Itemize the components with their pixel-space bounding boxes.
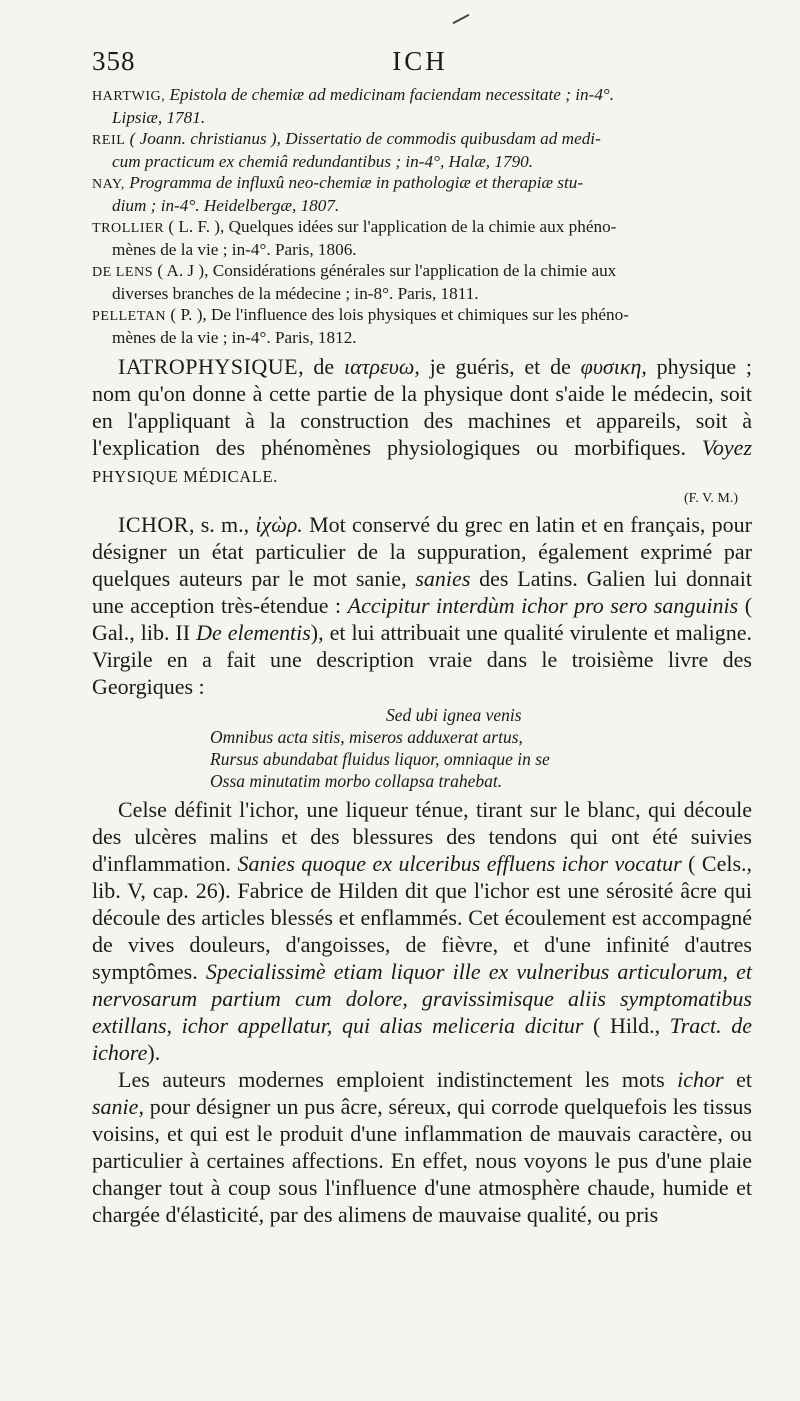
verse-line: Sed ubi ignea venis [386, 705, 522, 725]
entry-text: , pour désigner un pus âcre, séreux, qui corrode quelquefois les tissus voisins, et qui est le produit d'une inflammation de mauvais caractère, ou particulier à certaines affections. En effet, nous voyons le pus d'une plaie changer tout à coup sous l'influence d'une atmosphère chaude, humide et chargée d'élasticité, par des alimens de mauvaise qualité, ou pris [92, 1094, 752, 1227]
greek-word: ιατρευω [343, 354, 415, 379]
verse-line: Omnibus acta sitis, miseros adduxerat artus, [210, 727, 523, 747]
page-body [92, 84, 752, 1228]
entry-ichor [92, 511, 752, 700]
entry-text: ( Cels., lib. V, cap. 26). Fabrice de Hilden dit que l'ichor est une sérosité âcre qui découle des articles blessés et enflammés. Cet écoulement est accompagné de vives douleurs, d'angoisses, de fièvre, et d'une infinité d'autres symptômes. [92, 851, 753, 984]
page-header [92, 46, 748, 86]
bib-text: ( L. F. ), Quelques idées sur l'application de la chimie aux phéno- [168, 217, 617, 236]
latin-quote: Specialissimè etiam liquor ille ex vulneribus articulorum, et nervosarum partium cum dolore, gravissimisque aliis symptomatibus extillans, ichor appellatur, qui alias meliceria dicitur [92, 959, 752, 1038]
page-mark [453, 14, 470, 24]
bib-continuation: dium ; in-4°. Heidelbergæ, 1807. [112, 196, 340, 215]
latin-quote: Sanies quoque ex ulceribus effluens ichor vocatur [237, 851, 682, 876]
entry-headword: IATROPHYSIQUE [118, 354, 299, 379]
verse-line: Rursus abundabat fluidus liquor, omniaque in se [210, 749, 550, 769]
bib-author: REIL [92, 132, 126, 148]
running-head: ICH [392, 46, 448, 76]
bib-continuation: Lipsiæ, 1781. [112, 108, 206, 127]
entry-text: Mot conservé du grec en latin et en français, pour désigner un état particulier de la suppuration, également exprimé par quelques auteurs par le mot sanie, [92, 512, 753, 591]
verse-quotation [210, 704, 752, 792]
entry-text: ), et lui attribuait une qualité virulente et maligne. Virgile en a fait une description vraie dans le troisième livre des Georgiques : [92, 620, 752, 699]
entry-text: , je guéris, et de [414, 354, 571, 379]
entry-text: , s. m., [188, 512, 250, 537]
page-number: 358 [92, 46, 136, 76]
bibliography-list [92, 84, 752, 348]
bib-continuation: mènes de la vie ; in-4°. Paris, 1812. [112, 328, 357, 347]
bib-author: HARTWIG, [92, 88, 166, 104]
bib-author: NAY, [92, 176, 125, 192]
entry-headword: ICHOR [118, 512, 189, 537]
bib-author: PELLETAN [92, 308, 167, 324]
entry-text: ( Hild., [593, 1013, 661, 1038]
bibliography-entry [92, 84, 752, 128]
author-signature: (F. V. M.) [684, 491, 738, 506]
verse-line: Ossa minutatim morbo collapsa trahebat. [210, 771, 503, 791]
latin-word: ichor [677, 1067, 724, 1092]
bibliography-entry [92, 304, 752, 348]
greek-word: φυσικη [580, 354, 642, 379]
entry-iatrophysique [92, 353, 752, 490]
bib-text: ( Joann. christianus ), Dissertatio de commodis quibusdam ad medi- [129, 129, 601, 148]
bibliography-entry [92, 128, 752, 172]
bib-text: ( P. ), De l'influence des lois physiques et chimiques sur les phéno- [170, 305, 629, 324]
entry-text: ( Gal., lib. II [92, 593, 753, 645]
entry-text: , de [298, 354, 335, 379]
entry-text: et [736, 1067, 752, 1092]
bibliography-entry [92, 216, 752, 260]
see-also-label: Voyez [701, 435, 753, 460]
entry-text: Les auteurs modernes emploient indistinctement les mots [118, 1067, 665, 1092]
paragraph-moderns [92, 1066, 752, 1228]
bib-author: DE LENS [92, 264, 154, 280]
bib-text: ( A. J ), Considérations générales sur l'application de la chimie aux [157, 261, 617, 280]
bibliography-entry [92, 172, 752, 216]
bib-continuation: diverses branches de la médecine ; in-8°. Paris, 1811. [112, 284, 479, 303]
greek-word: ἰχὼρ. [255, 512, 303, 537]
work-title: Tract. de ichore [92, 1013, 753, 1065]
cross-reference: PHYSIQUE MÉDICALE. [92, 467, 278, 486]
latin-word: sanies [415, 566, 471, 591]
latin-quote: Accipitur interdùm ichor pro sero sanguinis [347, 593, 739, 618]
entry-text: ). [147, 1040, 161, 1065]
work-title: De elementis [196, 620, 311, 645]
entry-text: , physique ; nom qu'on donne à cette partie de la physique dont s'aide le médecin, soit en l'appliquant à la construction des machines et appareils, soit à l'explication des phénomènes physiologiques ou morbifiques. [92, 354, 753, 460]
bib-text: Programma de influxû neo-chemiæ in pathologiæ et therapiæ stu- [129, 173, 584, 192]
entry-text: des Latins. Galien lui donnait une acception très-étendue : [92, 566, 753, 618]
entry-text: Celse définit l'ichor, une liqueur ténue, tirant sur le blanc, qui découle des ulcères malins et des blessures des tendons qui ont été suivies d'inflammation. [92, 797, 752, 876]
paragraph-celse [92, 796, 752, 1066]
bib-author: TROLLIER [92, 220, 165, 236]
latin-word: sanie [92, 1094, 139, 1119]
bib-continuation: mènes de la vie ; in-4°. Paris, 1806. [112, 240, 357, 259]
bib-continuation: cum practicum ex chemiâ redundantibus ; in-4°, Halæ, 1790. [112, 152, 534, 171]
bibliography-entry [92, 260, 752, 304]
bib-text: Epistola de chemiæ ad medicinam faciendam necessitate ; in-4°. [169, 85, 615, 104]
